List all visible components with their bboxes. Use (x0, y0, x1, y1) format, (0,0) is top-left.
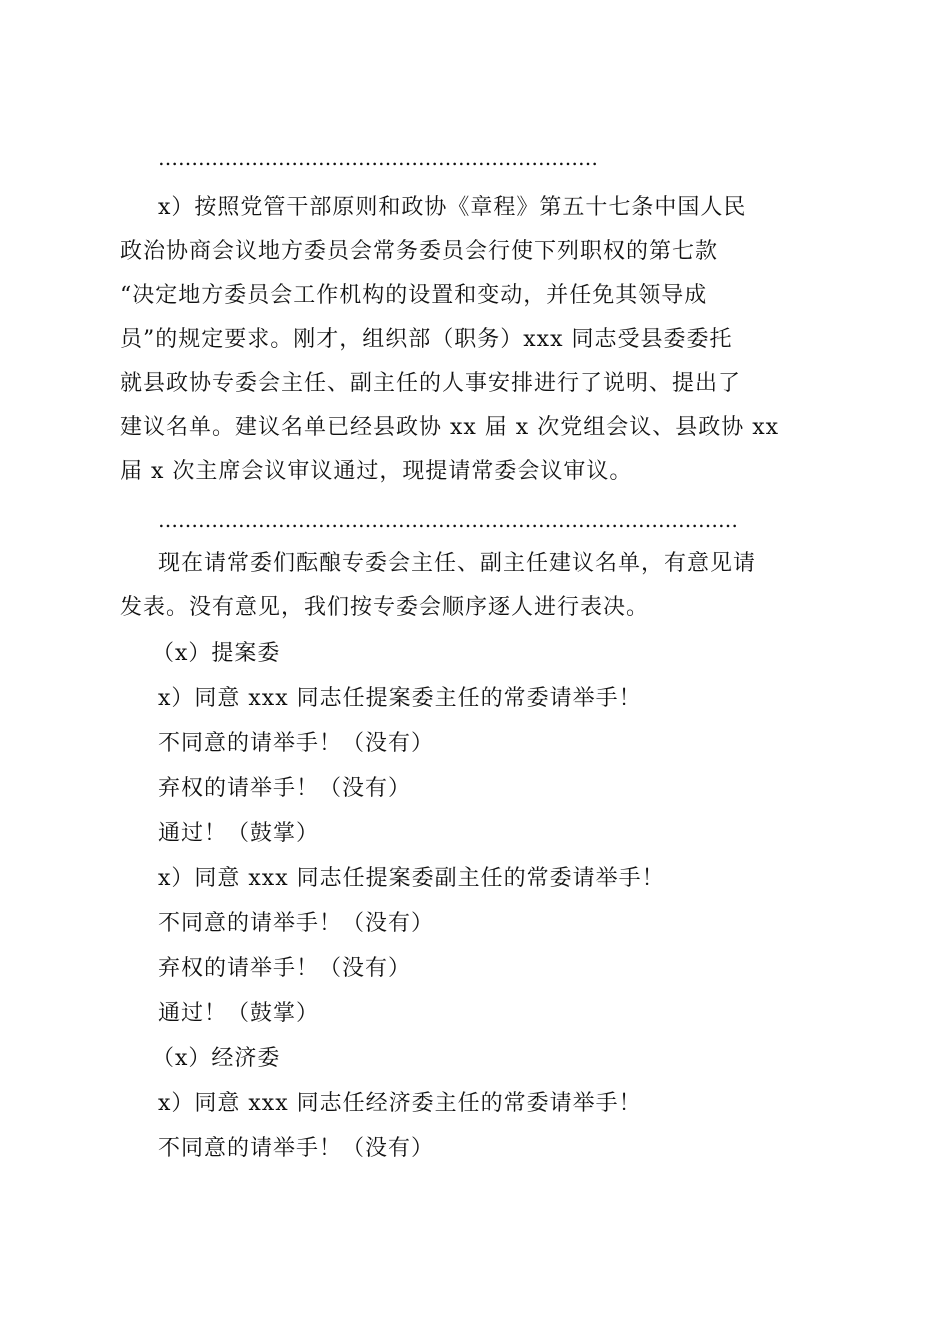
text-line: 发表。没有意见，我们按专委会顺序逐人进行表决。 (120, 595, 650, 620)
vote-line: 不同意的请举手！（没有） (158, 731, 435, 756)
vote-line: 弃权的请举手！（没有） (158, 956, 412, 981)
vote-line: 通过！（鼓掌） (158, 821, 320, 846)
vote-line: 通过！（鼓掌） (158, 1001, 320, 1026)
section-heading: （x）经济委 (152, 1046, 281, 1071)
ellipsis-separator: …………………………………………………………………………… (158, 508, 738, 532)
vote-line: x）同意 xxx 同志任经济委主任的常委请举手！ (158, 1091, 642, 1116)
ellipsis-separator: ………………………………………………………… (158, 146, 598, 170)
text-line: 届 x 次主席会议审议通过，现提请常委会议审议。 (120, 459, 633, 484)
text-line: x）按照党管干部原则和政协《章程》第五十七条中国人民 (158, 195, 747, 220)
vote-line: 不同意的请举手！（没有） (158, 911, 435, 936)
text-line: 建议名单。建议名单已经县政协 xx 届 x 次党组会议、县政协 xx (120, 415, 780, 440)
text-line: 政治协商会议地方委员会常务委员会行使下列职权的第七款 (120, 239, 719, 264)
text-line: “决定地方委员会工作机构的设置和变动，并任免其领导成 (120, 283, 708, 308)
text-line: 就县政协专委会主任、副主任的人事安排进行了说明、提出了 (120, 371, 742, 396)
text-line: 现在请常委们酝酿专委会主任、副主任建议名单，有意见请 (158, 551, 757, 576)
vote-line: 不同意的请举手！（没有） (158, 1136, 435, 1161)
text-line: 员”的规定要求。刚才，组织部（职务）xxx 同志受县委委托 (120, 327, 733, 352)
vote-line: x）同意 xxx 同志任提案委副主任的常委请举手！ (158, 866, 665, 891)
vote-line: 弃权的请举手！（没有） (158, 776, 412, 801)
vote-line: x）同意 xxx 同志任提案委主任的常委请举手！ (158, 686, 642, 711)
section-heading: （x）提案委 (152, 641, 281, 666)
